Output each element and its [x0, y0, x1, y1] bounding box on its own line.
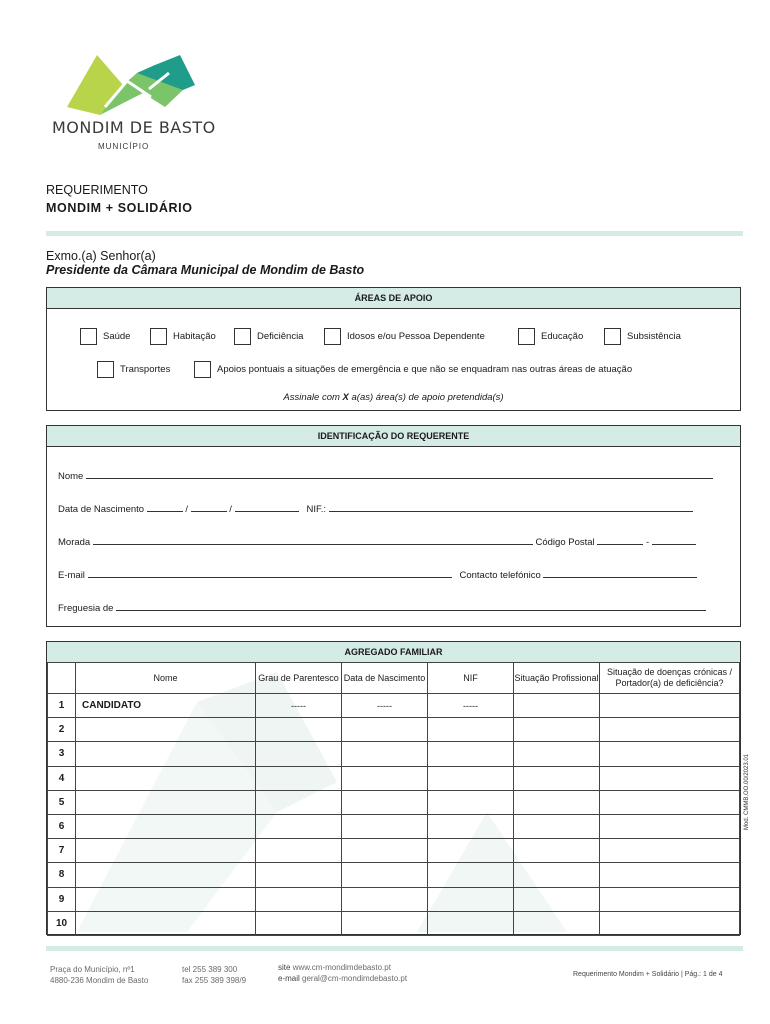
municipality-logo — [45, 45, 205, 155]
household-section — [46, 641, 741, 935]
option-label: Apoios pontuais a situações de emergência e que não se enquadram nas outras áreas de atuação — [217, 364, 633, 375]
cell-nome: CANDIDATO — [76, 694, 256, 718]
cell[interactable] — [342, 863, 428, 887]
col-situacao-profissional: Situação Profissional — [514, 663, 600, 694]
cell[interactable] — [600, 790, 740, 814]
cell-data: ----- — [342, 694, 428, 718]
support-areas-section — [46, 287, 741, 411]
cell[interactable] — [256, 718, 342, 742]
cell[interactable] — [514, 742, 600, 766]
cell[interactable] — [428, 887, 514, 911]
footer-web: site www.cm-mondimdebasto.pt e-mail geral@cm-mondimdebasto.pt — [278, 963, 408, 983]
cell[interactable] — [514, 718, 600, 742]
option-saude[interactable] — [80, 328, 130, 345]
cell[interactable] — [600, 887, 740, 911]
cell[interactable] — [600, 863, 740, 887]
cell[interactable] — [342, 790, 428, 814]
option-label: Deficiência — [257, 331, 304, 342]
cell[interactable] — [76, 863, 256, 887]
cell-nif: ----- — [428, 694, 514, 718]
footer-divider — [46, 946, 743, 951]
footer-address: Praça do Município, nº1 4880-236 Mondim de Basto — [50, 965, 149, 985]
col-number — [48, 663, 76, 694]
option-transportes[interactable] — [97, 361, 170, 378]
cell[interactable] — [514, 863, 600, 887]
col-nome: Nome — [76, 663, 256, 694]
field-email-contacto[interactable]: E-mail Contacto telefónico — [58, 569, 697, 581]
email-link[interactable]: geral@cm-mondimdebasto.pt — [302, 973, 408, 983]
household-heading: AGREGADO FAMILIAR — [47, 642, 740, 662]
document-subtitle: MONDIM + SOLIDÁRIO — [46, 201, 193, 215]
cell[interactable] — [428, 839, 514, 863]
table-row — [48, 887, 740, 911]
cell[interactable] — [600, 766, 740, 790]
checkbox[interactable] — [518, 328, 535, 345]
option-label: Transportes — [120, 364, 171, 375]
table-row — [48, 742, 740, 766]
cell[interactable] — [600, 839, 740, 863]
cell[interactable] — [256, 766, 342, 790]
website-link[interactable]: www.cm-mondimdebasto.pt — [292, 963, 391, 972]
option-label: Subsistência — [627, 331, 681, 342]
table-row — [48, 694, 740, 718]
cell[interactable] — [600, 718, 740, 742]
table-row — [48, 863, 740, 887]
cell[interactable] — [76, 839, 256, 863]
cell[interactable] — [428, 814, 514, 838]
cell[interactable] — [342, 839, 428, 863]
cell[interactable] — [342, 814, 428, 838]
addressee-title: Presidente da Câmara Municipal de Mondim de Basto — [46, 263, 365, 277]
cell[interactable] — [342, 718, 428, 742]
cell[interactable] — [428, 790, 514, 814]
document-title: REQUERIMENTO — [46, 183, 148, 197]
cell[interactable] — [428, 766, 514, 790]
cell[interactable] — [76, 742, 256, 766]
option-label: Idosos e/ou Pessoa Dependente — [347, 331, 485, 342]
option-deficiencia[interactable] — [234, 328, 303, 345]
divider — [46, 231, 743, 236]
cell-situacao[interactable] — [514, 694, 600, 718]
household-table — [47, 662, 740, 936]
cell[interactable] — [342, 766, 428, 790]
table-header-row — [48, 663, 740, 694]
row-number: 7 — [48, 839, 76, 863]
cell-grau: ----- — [256, 694, 342, 718]
form-model-code: Mod. CMMB.OO.00/2023.01 — [744, 753, 750, 830]
cell[interactable] — [428, 863, 514, 887]
col-situacao-doencas: Situação de doenças crónicas / Portador(a) de deficiência? — [600, 663, 740, 694]
option-label: Saúde — [103, 331, 131, 342]
row-number: 1 — [48, 694, 76, 718]
checkbox[interactable] — [150, 328, 167, 345]
checkbox[interactable] — [80, 328, 97, 345]
page-info: Requerimento Mondim + Solidário | Pág.: 1 de 4 — [573, 971, 723, 978]
cell[interactable] — [428, 911, 514, 935]
cell[interactable] — [514, 790, 600, 814]
cell[interactable] — [256, 814, 342, 838]
checkbox[interactable] — [97, 361, 114, 378]
cell[interactable] — [76, 911, 256, 935]
option-idosos[interactable] — [324, 328, 485, 345]
cell[interactable] — [514, 887, 600, 911]
cell[interactable] — [76, 718, 256, 742]
cell[interactable] — [342, 887, 428, 911]
cell[interactable] — [514, 839, 600, 863]
table-row — [48, 718, 740, 742]
checkbox[interactable] — [194, 361, 211, 378]
cell[interactable] — [76, 814, 256, 838]
table-row — [48, 766, 740, 790]
row-number: 3 — [48, 742, 76, 766]
cell[interactable] — [514, 766, 600, 790]
field-data-nascimento-nif[interactable]: Data de Nascimento / / NIF.: — [58, 503, 693, 515]
field-freguesia[interactable]: Freguesia de — [58, 602, 706, 614]
cell[interactable] — [256, 790, 342, 814]
cell[interactable] — [342, 742, 428, 766]
cell[interactable] — [76, 766, 256, 790]
cell[interactable] — [256, 839, 342, 863]
cell[interactable] — [76, 887, 256, 911]
support-areas-hint: Assinale com X a(as) área(s) de apoio pretendida(s) — [283, 392, 504, 403]
cell[interactable] — [428, 742, 514, 766]
addressee-salutation: Exmo.(a) Senhor(a) — [46, 249, 156, 263]
cell[interactable] — [514, 814, 600, 838]
table-row — [48, 839, 740, 863]
footer-phone: tel 255 389 300 fax 255 389 398/9 — [182, 965, 247, 985]
checkbox[interactable] — [234, 328, 251, 345]
option-label: Habitação — [173, 331, 216, 342]
table-row — [48, 790, 740, 814]
cell[interactable] — [256, 887, 342, 911]
cell[interactable] — [428, 718, 514, 742]
row-number: 8 — [48, 863, 76, 887]
applicant-identification-section — [46, 425, 741, 627]
row-number: 10 — [48, 911, 76, 935]
cell[interactable] — [600, 742, 740, 766]
row-number: 4 — [48, 766, 76, 790]
row-number: 2 — [48, 718, 76, 742]
row-number: 9 — [48, 887, 76, 911]
cell[interactable] — [76, 790, 256, 814]
checkbox[interactable] — [604, 328, 621, 345]
col-data-nascimento: Data de Nascimento — [342, 663, 428, 694]
table-row — [48, 911, 740, 935]
cell[interactable] — [514, 911, 600, 935]
identification-heading: IDENTIFICAÇÃO DO REQUERENTE — [47, 426, 740, 447]
checkbox[interactable] — [324, 328, 341, 345]
support-areas-heading: ÁREAS DE APOIO — [47, 288, 740, 309]
option-subsistencia[interactable] — [604, 328, 681, 345]
option-habitacao[interactable] — [150, 328, 216, 345]
cell[interactable] — [256, 911, 342, 935]
cell-doencas[interactable] — [600, 694, 740, 718]
cell[interactable] — [600, 911, 740, 935]
table-row — [48, 814, 740, 838]
col-grau-parentesco: Grau de Parentesco — [256, 663, 342, 694]
row-number: 5 — [48, 790, 76, 814]
col-nif: NIF — [428, 663, 514, 694]
cell[interactable] — [600, 814, 740, 838]
cell[interactable] — [256, 863, 342, 887]
option-apoios-pontuais[interactable] — [194, 361, 632, 378]
logo-name: MONDIM DE BASTO — [52, 118, 216, 137]
field-nome[interactable]: Nome — [58, 470, 713, 482]
cell[interactable] — [342, 911, 428, 935]
option-label: Educação — [541, 331, 584, 342]
option-educacao[interactable] — [518, 328, 583, 345]
logo-subtitle: MUNICÍPIO — [98, 142, 150, 151]
cell[interactable] — [256, 742, 342, 766]
row-number: 6 — [48, 814, 76, 838]
field-morada-codigo-postal[interactable]: Morada Código Postal - — [58, 536, 696, 548]
